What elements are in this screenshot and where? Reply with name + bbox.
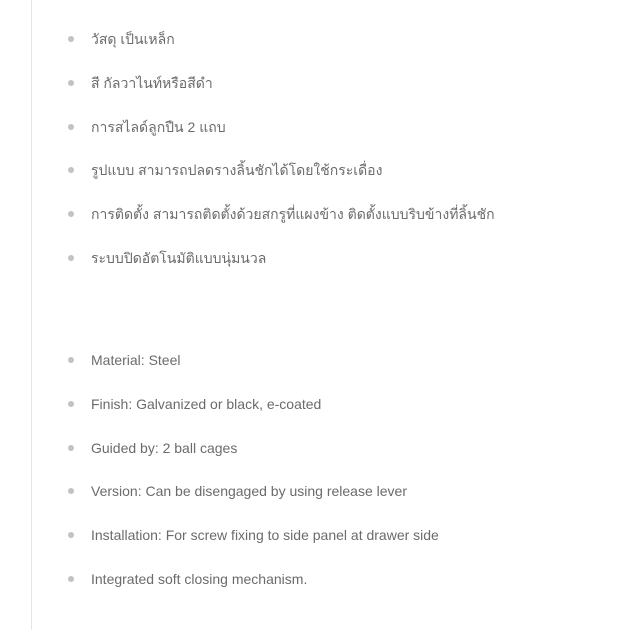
bullet-icon — [68, 357, 74, 363]
bullet-icon — [68, 167, 74, 173]
spec-text: สี กัลวาไนท์หรือสีดำ — [91, 74, 213, 91]
bullet-icon — [68, 445, 74, 451]
spec-text: Installation: For screw fixing to side panel at drawer side — [91, 527, 439, 544]
spec-text: Material: Steel — [91, 352, 181, 368]
left-divider — [31, 0, 32, 630]
spec-text: รูปแบบ สามารถปลดรางลิ้นชักได้โดยใช้กระเดื่อง — [91, 162, 383, 179]
bullet-icon — [68, 532, 74, 538]
spec-text: Guided by: 2 ball cages — [91, 439, 238, 456]
spec-text: การสไลด์ลูกปืน 2 แถบ — [91, 118, 226, 135]
bullet-icon — [68, 36, 74, 42]
spec-text: Finish: Galvanized or black, e-coated — [91, 395, 322, 412]
spec-text: ระบบปิดอัตโนมัติแบบนุ่มนวล — [91, 249, 267, 266]
bullet-icon — [68, 124, 74, 130]
bullet-icon — [68, 255, 74, 261]
spec-text: การติดตั้ง สามารถติดตั้งด้วยสกรูที่แผงข้าง ติดตั้งแบบริบข้างที่ลิ้นชัก — [91, 206, 495, 223]
spec-text: วัสดุ เป็นเหล็ก — [91, 31, 175, 47]
spec-text: Integrated soft closing mechanism. — [91, 570, 308, 587]
spec-text: Version: Can be disengaged by using release lever — [91, 483, 407, 500]
bullet-icon — [68, 80, 74, 86]
bullet-icon — [68, 576, 74, 582]
bullet-icon — [68, 488, 74, 494]
bullet-icon — [68, 211, 74, 217]
bullet-icon — [68, 401, 74, 407]
